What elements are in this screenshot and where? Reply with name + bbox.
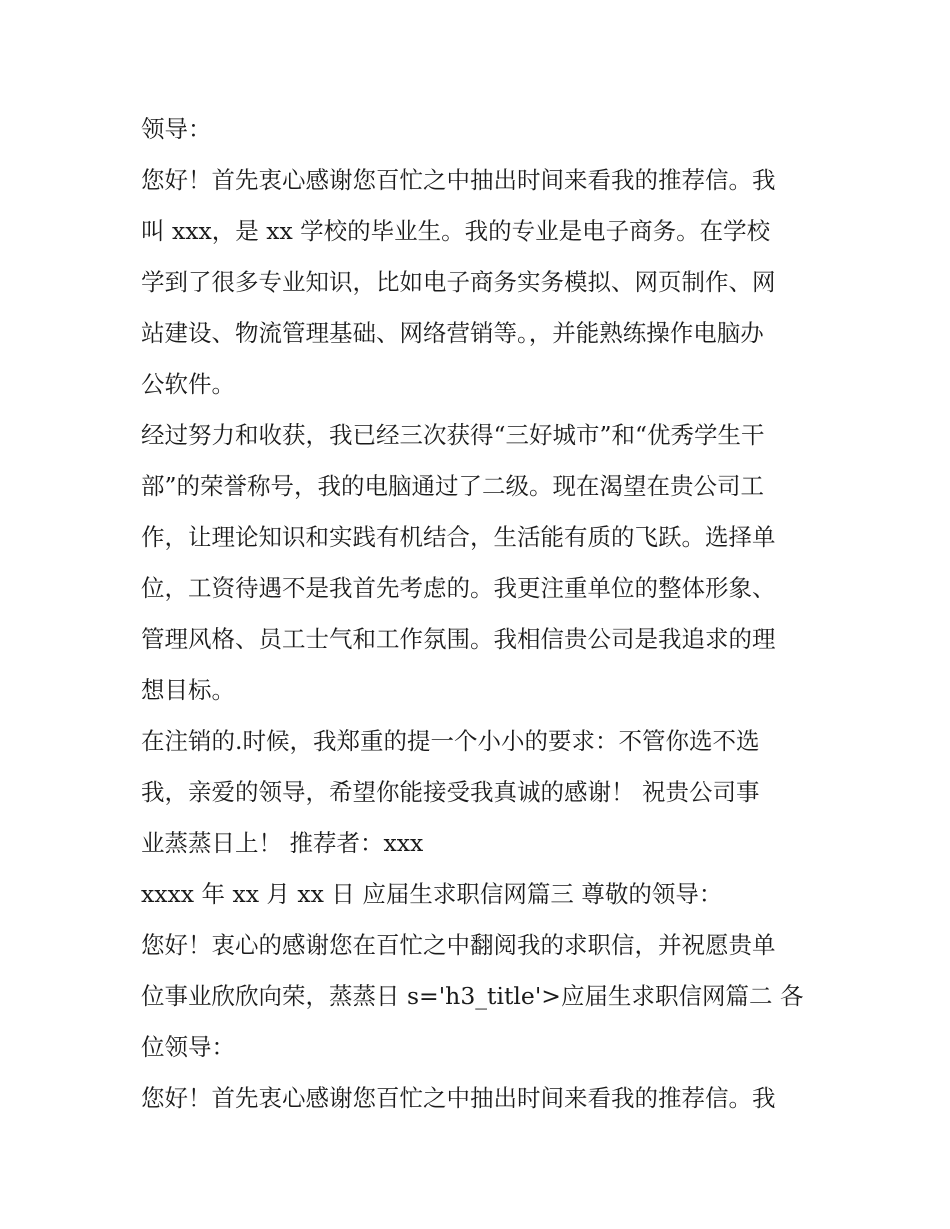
text-line: 部”的荣誉称号，我的电脑通过了二级。现在渴望在贵公司工	[141, 472, 765, 500]
text-line: xxxx 年 xx 月 xx 日 应届生求职信网篇三 尊敬的领导：	[141, 880, 723, 908]
text-line: 您好！首先衷心感谢您百忙之中抽出时间来看我的推荐信。我	[141, 166, 776, 194]
text-line: 想目标。	[141, 676, 235, 704]
text-line: 位，工资待遇不是我首先考虑的。我更注重单位的整体形象、	[141, 574, 776, 602]
text-line: 学到了很多专业知识，比如电子商务实务模拟、网页制作、网	[141, 268, 776, 296]
text-line: 您好！衷心的感谢您在百忙之中翻阅我的求职信，并祝愿贵单	[141, 931, 776, 959]
salutation-line: 领导：	[141, 115, 212, 143]
text-line: 叫 xxx，是 xx 学校的毕业生。我的专业是电子商务。在学校	[141, 217, 771, 245]
text-line: 我，亲爱的领导，希望你能接受我真诚的感谢！ 祝贵公司事	[141, 778, 760, 806]
text-line: 管理风格、员工士气和工作氛围。我相信贵公司是我追求的理	[141, 625, 776, 653]
text-line: 位事业欣欣向荣，蒸蒸日 s='h3_title'>应届生求职信网篇二 各	[141, 982, 804, 1010]
text-line: 公软件。	[141, 370, 235, 398]
text-line: 经过努力和收获，我已经三次获得“三好城市”和“优秀学生干	[141, 421, 765, 449]
text-line: 位领导：	[141, 1033, 235, 1061]
text-line: 站建设、物流管理基础、网络营销等。，并能熟练操作电脑办	[141, 319, 764, 347]
text-line: 业蒸蒸日上！ 推荐者：xxx	[141, 829, 424, 857]
text-line: 您好！首先衷心感谢您百忙之中抽出时间来看我的推荐信。我	[141, 1084, 776, 1112]
text-line: 在注销的.时候，我郑重的提一个小小的要求：不管你选不选	[141, 727, 760, 755]
text-line: 作，让理论知识和实践有机结合，生活能有质的飞跃。选择单	[141, 523, 776, 551]
